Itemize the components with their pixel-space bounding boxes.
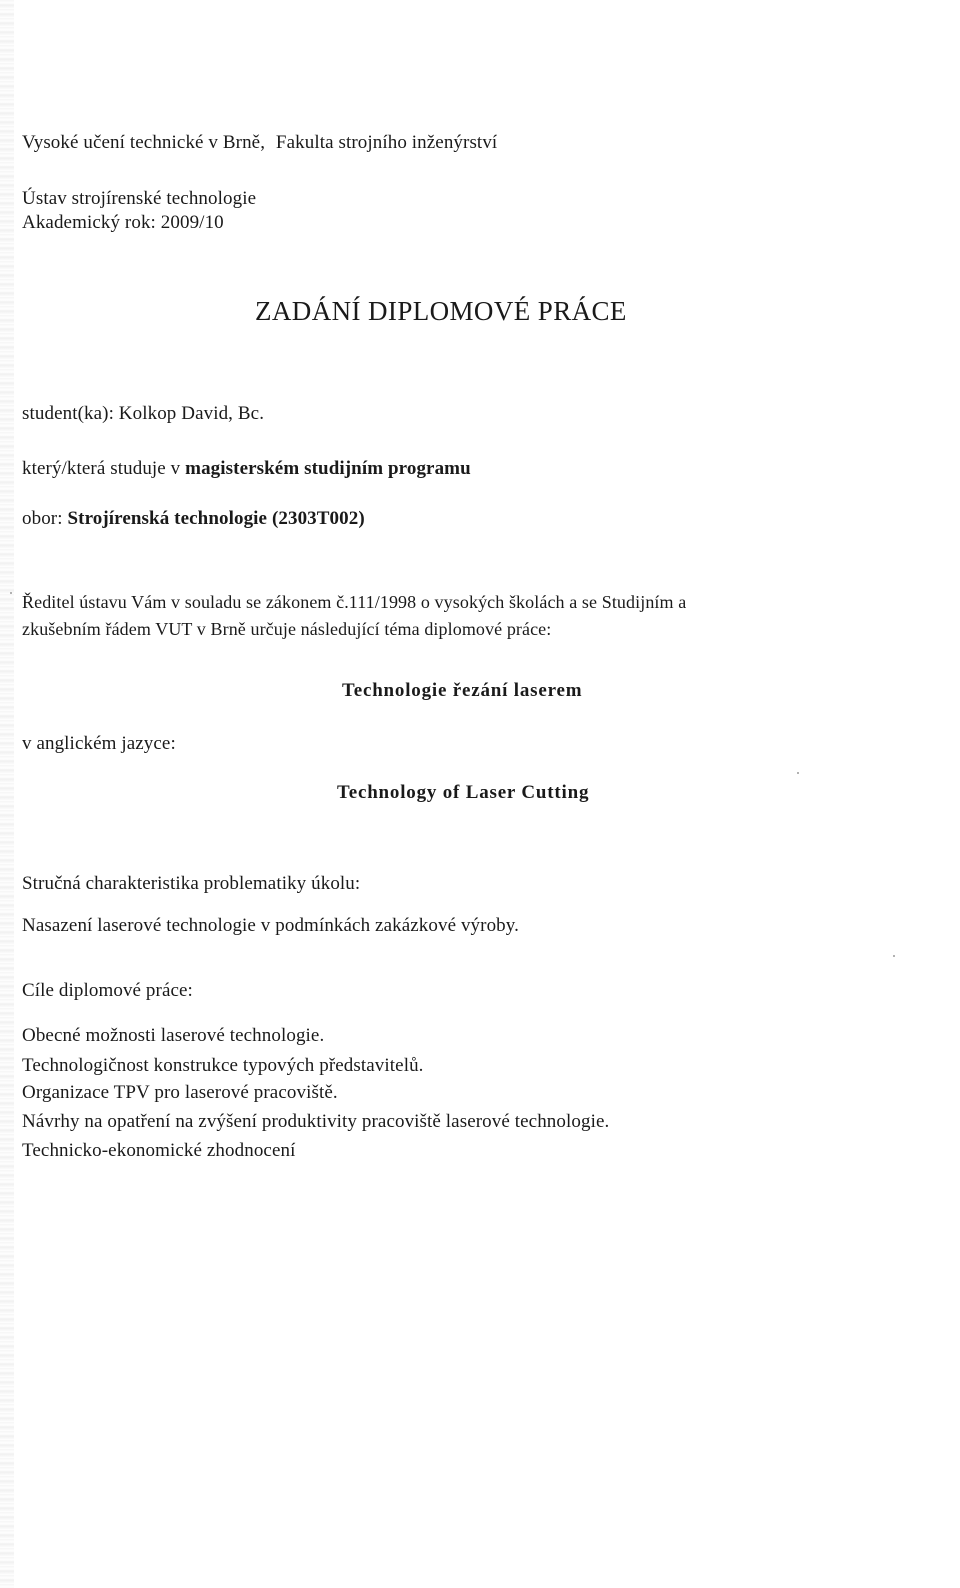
characteristics-text: Nasazení laserové technologie v podmínkách zakázkové výroby. [22, 915, 519, 936]
institute-name: Ústav strojírenské technologie [22, 188, 257, 209]
program-name: magisterském studijním programu [185, 458, 471, 479]
directive-line-2: zkušebním řádem VUT v Brně určuje následující téma diplomové práce: [22, 619, 552, 639]
faculty-name: Fakulta strojního inženýrství [275, 132, 498, 153]
field-line [22, 507, 365, 531]
scan-speck [893, 955, 895, 957]
goal-item: Technicko-ekonomické zhodnocení [22, 1140, 296, 1161]
field-name: Strojírenská technologie [67, 508, 268, 529]
goal-item: Technologičnost konstrukce typových představitelů. [22, 1055, 424, 1076]
student-line: student(ka): Kolkop David, Bc. [22, 403, 265, 424]
english-label: v anglickém jazyce: [22, 733, 176, 754]
institution-line [22, 131, 497, 155]
scan-speck [797, 772, 799, 774]
topic-czech: Technologie řezání laserem [342, 680, 583, 701]
program-prefix: který/která studuje v [22, 458, 181, 479]
academic-year: Akademický rok: 2009/10 [22, 212, 224, 233]
characteristics-label: Stručná charakteristika problematiky úkolu: [22, 873, 361, 894]
institution-name: Vysoké učení technické v Brně, [22, 132, 266, 153]
document-title: ZADÁNÍ DIPLOMOVÉ PRÁCE [255, 296, 627, 326]
study-program-line [22, 457, 471, 481]
goals-label: Cíle diplomové práce: [22, 980, 193, 1001]
goal-item: Organizace TPV pro laserové pracoviště. [22, 1082, 338, 1103]
scan-edge [0, 0, 14, 1588]
topic-english: Technology of Laser Cutting [337, 782, 590, 803]
field-code: (2303T002) [271, 508, 365, 529]
goal-item: Návrhy na opatření na zvýšení produktivity pracoviště laserové technologie. [22, 1111, 610, 1132]
directive-line-1: Ředitel ústavu Vám v souladu se zákonem č.111/1998 o vysokých školách a se Studijním a [22, 592, 687, 612]
goal-item: Obecné možnosti laserové technologie. [22, 1025, 325, 1046]
field-prefix: obor: [22, 508, 63, 529]
scan-speck [10, 592, 12, 594]
